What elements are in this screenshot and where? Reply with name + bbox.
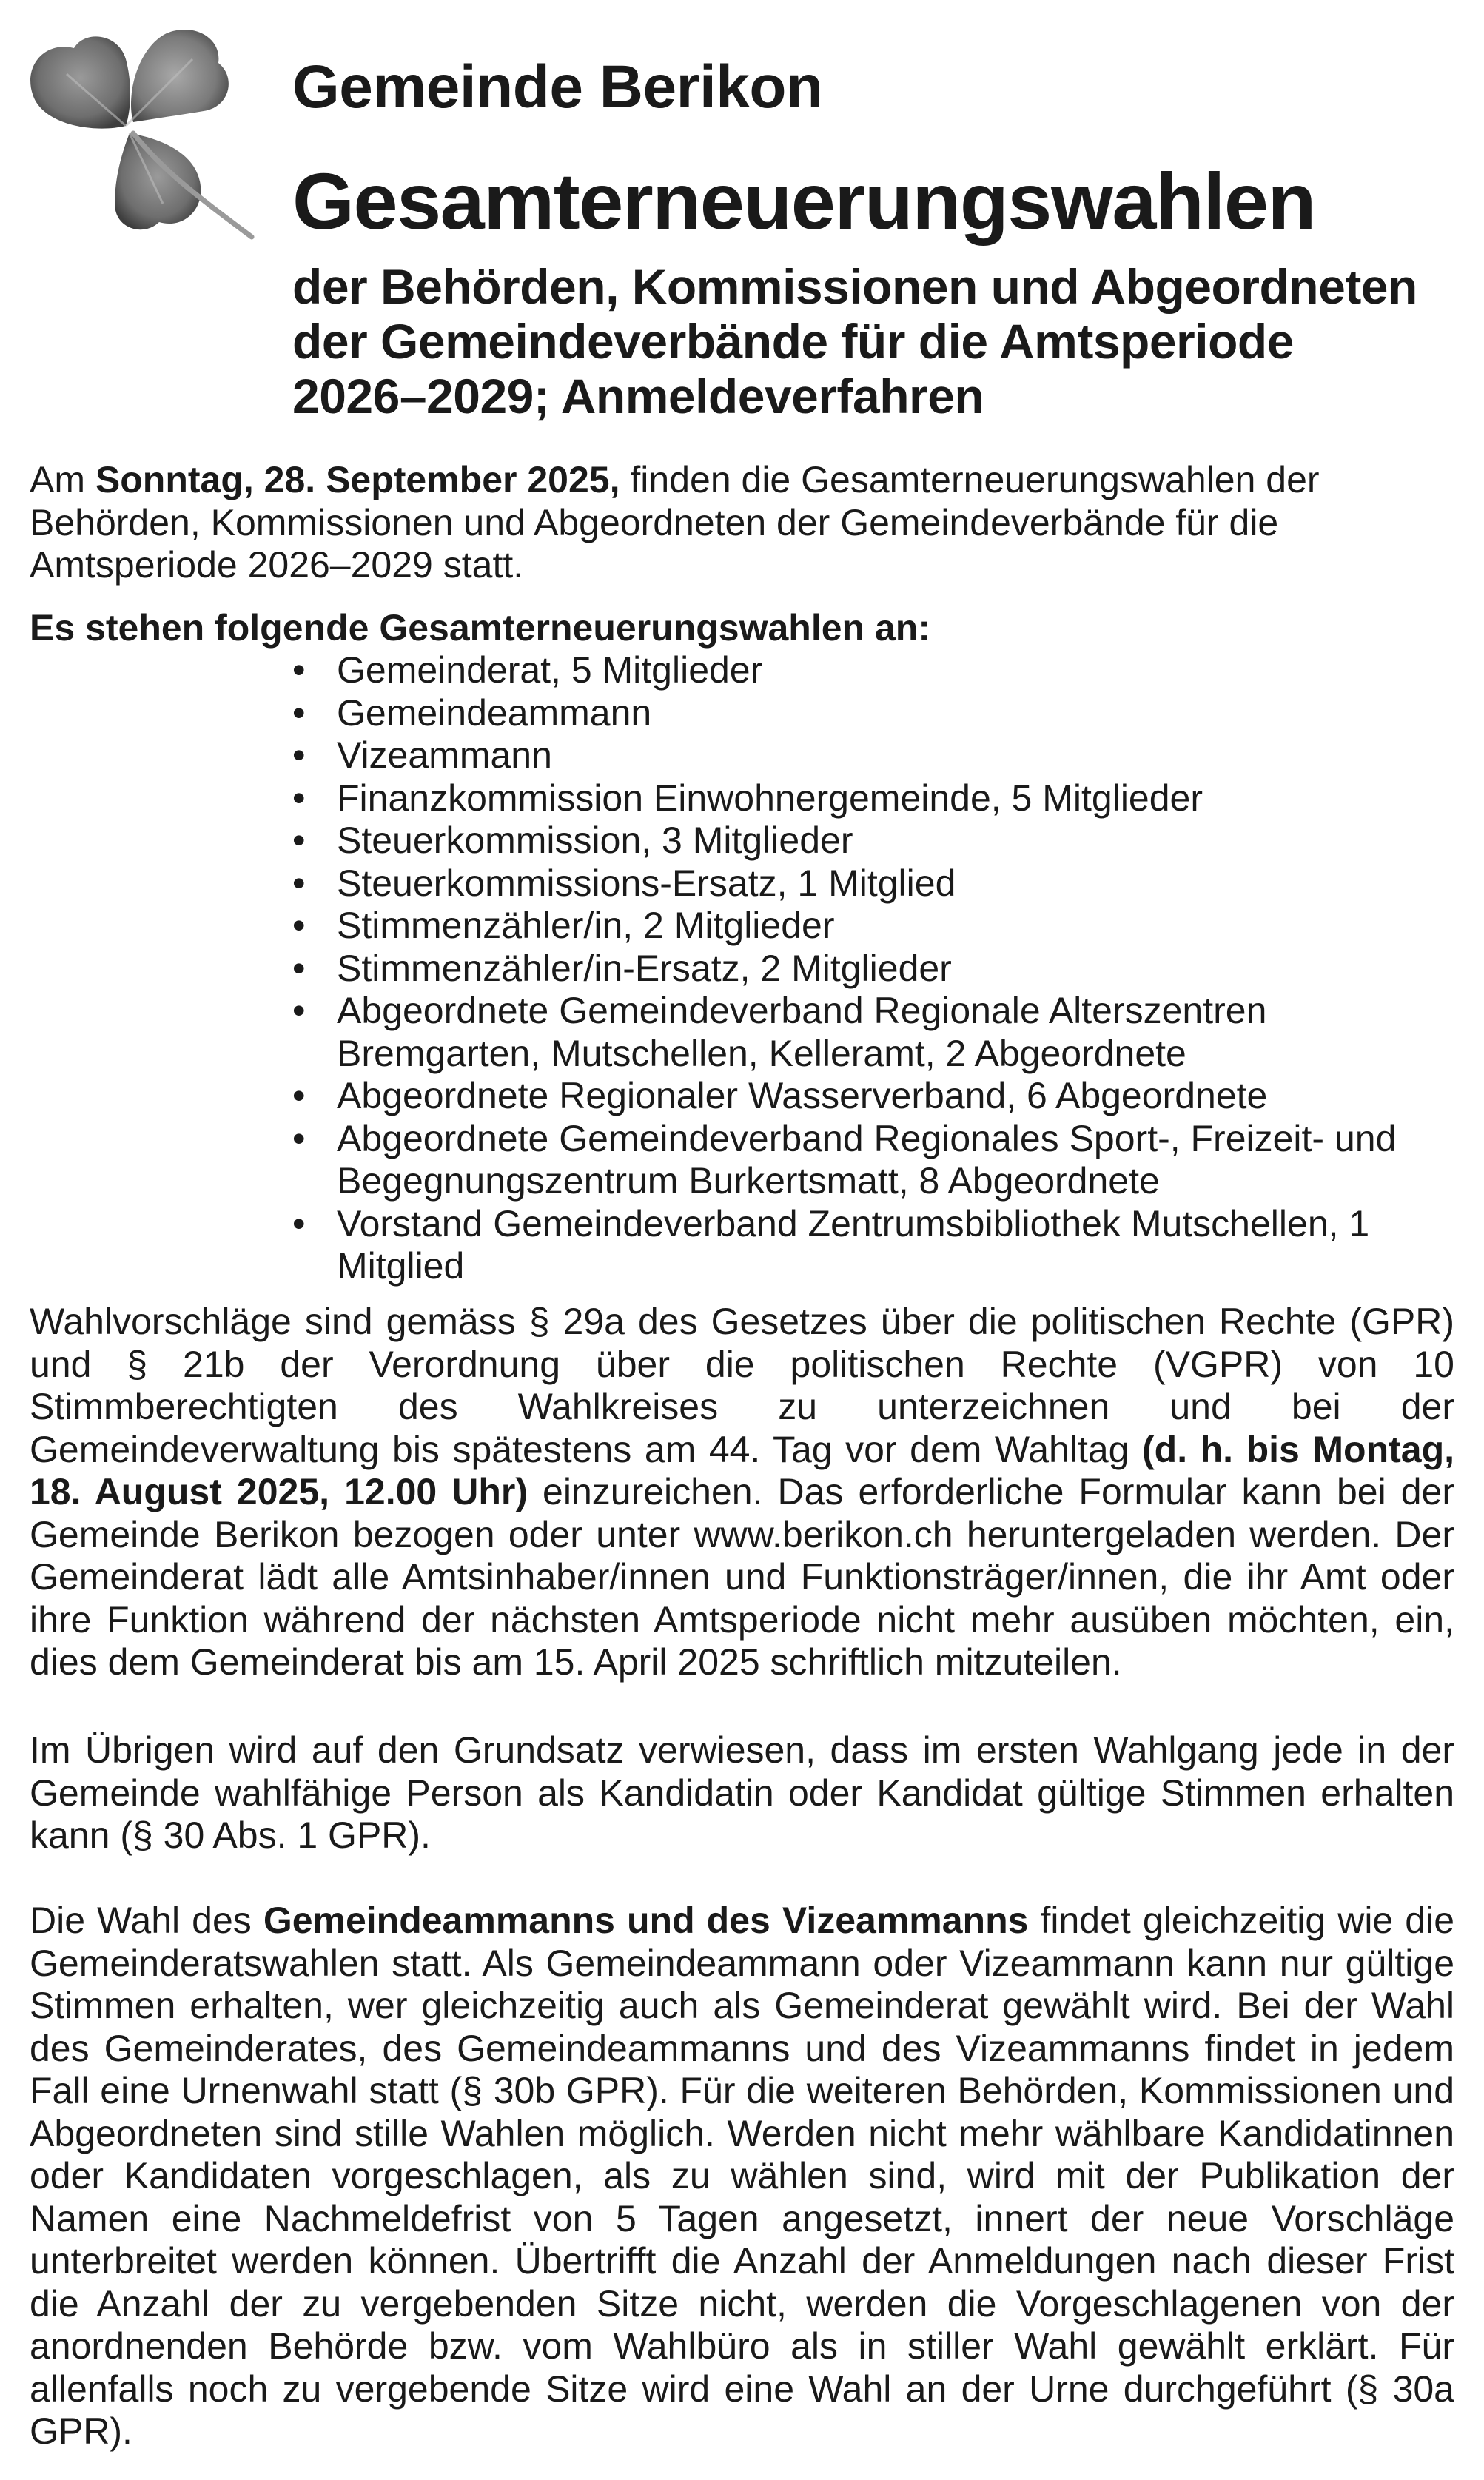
list-item: • Abgeordnete Gemeindeverband Regionale Alterszentren Bremgarten, Mutschellen, Kelleramt, 2 Abgeordnete: [292, 990, 1267, 1074]
mayor-election-highlight: Gemeindeammanns und des Vizeammanns: [263, 1900, 1029, 1941]
list-item: • Finanzkommission Einwohnergemeinde, 5 Mitglieder: [292, 777, 1203, 819]
list-item: • Abgeordnete Regionaler Wasserverband, 6 Abgeordnete: [292, 1075, 1268, 1116]
deadline-paragraph: Wahlvorschläge sind gemäss § 29a des Gesetzes über die politischen Rechte (GPR) und § 21b der Verordnung über die politischen Rechte (VGPR) von 10 Stimmberechtigten des Wahlkreises zu unterzeichnen und bei der Gemeindeverwaltung bis spätestens am 44. Tag vor dem Wahltag (d. h. bis Montag, 18. August 2025, 12.00 Uhr) einzureichen. Das erforderliche Formular kann bei der Gemeinde Berikon bezogen oder unter www.berikon.ch heruntergeladen werden. Der Gemeinderat lädt alle Amtsinhaber/innen und Funktionsträger/innen, die ihr Amt oder ihre Funktion während der nächsten Amtsperiode nicht mehr ausüben möchten, ein, dies dem Gemeinderat bis am 15. April 2025 schriftlich mitzuteilen.: [30, 1301, 1455, 1683]
clover-leaf-left: [30, 36, 130, 128]
list-item: • Abgeordnete Gemeindeverband Regionales Sport-, Freizeit- und Begegnungszentrum Burkertsmatt, 8 Abgeordnete: [292, 1117, 1397, 1202]
bullet-icon: •: [292, 734, 306, 776]
bullet-icon: •: [292, 820, 306, 861]
election-date: Sonntag, 28. September 2025,: [95, 459, 620, 500]
principle-paragraph: Im Übrigen wird auf den Grundsatz verwiesen, dass im ersten Wahlgang jede in der Gemeinde wahlfähige Person als Kandidatin oder Kandidat gültige Stimmen erhalten kann (§ 30 Abs. 1 GPR).: [30, 1729, 1454, 1856]
list-item: • Stimmenzähler/in-Ersatz, 2 Mitglieder: [292, 947, 952, 989]
bullet-icon: •: [292, 649, 306, 691]
municipality-name: Gemeinde Berikon: [292, 53, 823, 121]
list-heading: Es stehen folgende Gesamterneuerungswahlen an:: [30, 607, 930, 649]
list-item: • Vizeammann: [292, 734, 552, 776]
bullet-icon: •: [292, 1117, 306, 1159]
clover-logo-icon: [15, 15, 259, 244]
list-item: • Vorstand Gemeindeverband Zentrumsbibliothek Mutschellen, 1 Mitglied: [292, 1202, 1370, 1287]
list-item: • Gemeinderat, 5 Mitglieder: [292, 649, 763, 691]
list-item: • Steuerkommissions-Ersatz, 1 Mitglied: [292, 862, 956, 904]
deadline-date: (d. h. bis Montag, 18. August 2025, 12.00 Uhr): [30, 1428, 1455, 1512]
list-item: • Gemeindeammann: [292, 691, 652, 734]
list-item: • Steuerkommission, 3 Mitglieder: [292, 820, 853, 861]
clover-leaf-bottom: [115, 133, 201, 229]
page-subtitle: der Behörden, Kommissionen und Abgeordneten der Gemeindeverbände für die Amtsperiode 2026–2029; Anmeldeverfahren: [292, 259, 1417, 423]
list-item: • Stimmenzähler/in, 2 Mitglieder: [292, 905, 835, 946]
bullet-icon: •: [292, 862, 306, 904]
clover-leaf-top: [131, 30, 229, 122]
bullet-icon: •: [292, 691, 306, 734]
bullet-icon: •: [292, 777, 306, 819]
mayor-election-paragraph: Die Wahl des Gemeindeammanns und des Vizeammanns findet gleichzeitig wie die Gemeinderatswahlen statt. Als Gemeindeammann oder Vizeammann kann nur gültige Stimmen erhalten, wer gleichzeitig auch als Gemeinderat gewählt wird. Bei der Wahl des Gemeinderates, des Gemeindeammanns und des Vizeammanns findet in jedem Fall eine Urnenwahl statt (§ 30b GPR). Für die weiteren Behörden, Kommissionen und Abgeordneten sind stille Wahlen möglich. Werden nicht mehr wählbare Kandidatinnen oder Kandidaten vorgeschlagen, als zu wählen sind, wird mit der Publikation der Namen eine Nachmeldefrist von 5 Tagen angesetzt, innert der neue Vorschläge unterbreitet werden können. Übertrifft die Anzahl der Anmeldungen nach dieser Frist die Anzahl der zu vergebenden Sitze nicht, werden die Vorgeschlagenen von der anordnenden Behörde bzw. vom Wahlbüro als in stiller Wahl gewählt erklärt. Für allenfalls noch zu vergebende Sitze wird eine Wahl an der Urne durchgeführt (§ 30a GPR).: [30, 1900, 1454, 2452]
bullet-icon: •: [292, 905, 306, 946]
intro-paragraph: Am Sonntag, 28. September 2025, finden die Gesamterneuerungswahlen der Behörden, Kommissionen und Abgeordneten der Gemeindeverbände für die Amtsperiode 2026–2029 statt.: [30, 459, 1320, 586]
bullet-icon: •: [292, 1202, 306, 1244]
page-title: Gesamterneuerungswahlen: [292, 156, 1315, 246]
bullet-icon: •: [292, 990, 306, 1031]
election-list: [292, 649, 1432, 1288]
bullet-icon: •: [292, 1075, 306, 1116]
bullet-icon: •: [292, 947, 306, 989]
